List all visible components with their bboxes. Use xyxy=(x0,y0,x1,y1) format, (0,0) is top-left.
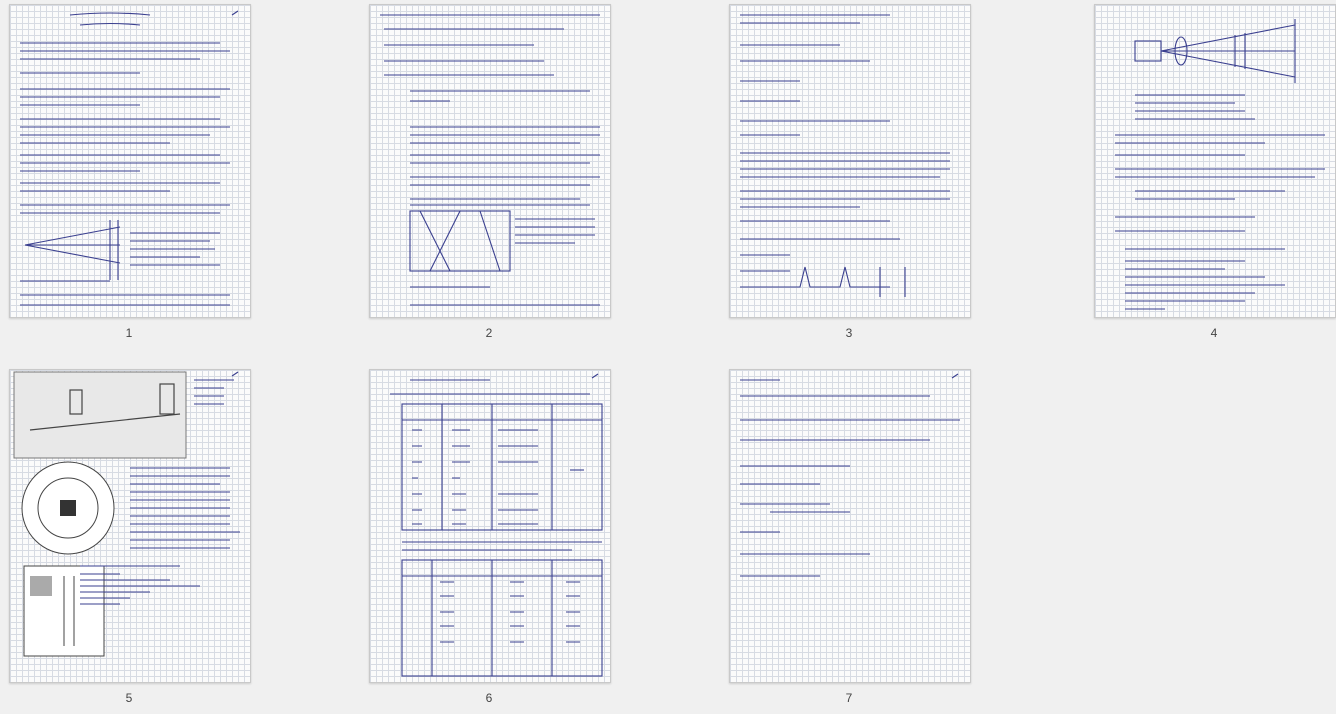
handwriting-1 xyxy=(10,5,250,317)
page-thumbnail-2[interactable] xyxy=(369,4,609,349)
page-number-1: 1 xyxy=(125,326,133,340)
page-image-4[interactable] xyxy=(1094,4,1336,318)
page-thumbnail-6[interactable] xyxy=(369,369,609,714)
page-image-2[interactable] xyxy=(369,4,611,318)
handwriting-7 xyxy=(730,370,970,682)
page-thumbnail-7[interactable] xyxy=(729,369,969,714)
handwriting-3 xyxy=(730,5,970,317)
page-number-2: 2 xyxy=(485,326,493,340)
handwriting-6 xyxy=(370,370,610,682)
page-image-7[interactable] xyxy=(729,369,971,683)
page-number-7: 7 xyxy=(845,691,853,705)
handwriting-2 xyxy=(370,5,610,317)
page-image-6[interactable] xyxy=(369,369,611,683)
page-number-6: 6 xyxy=(485,691,493,705)
page-thumbnail-3[interactable] xyxy=(729,4,969,349)
handwriting-5 xyxy=(10,370,250,682)
handwriting-4 xyxy=(1095,5,1335,317)
page-number-3: 3 xyxy=(845,326,853,340)
page-number-5: 5 xyxy=(125,691,133,705)
page-thumbnail-1[interactable] xyxy=(9,4,249,349)
page-image-3[interactable] xyxy=(729,4,971,318)
page-number-4: 4 xyxy=(1210,326,1218,340)
page-image-1[interactable] xyxy=(9,4,251,318)
page-thumbnail-4[interactable] xyxy=(1094,4,1334,349)
page-thumbnail-5[interactable] xyxy=(9,369,249,714)
page-image-5[interactable] xyxy=(9,369,251,683)
